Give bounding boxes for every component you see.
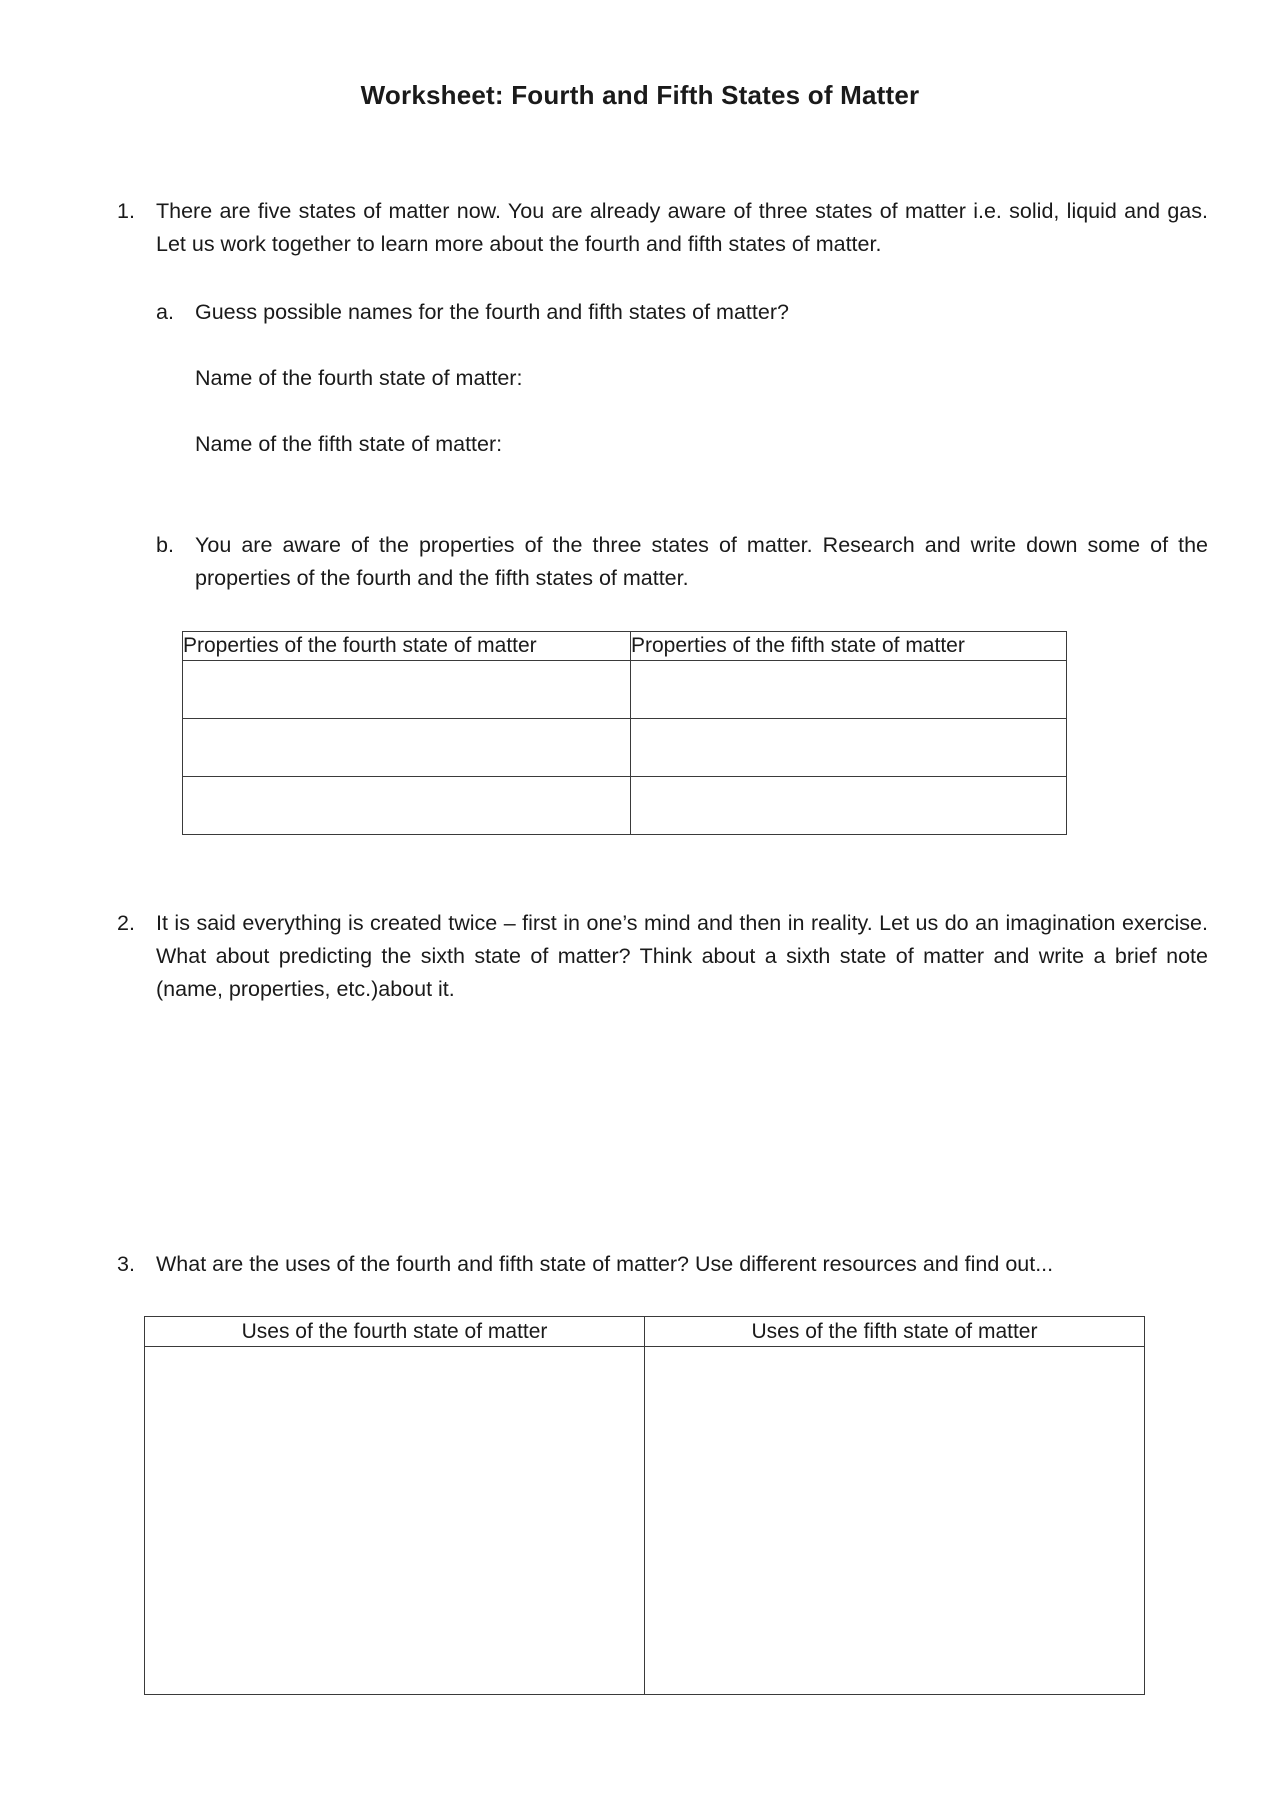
fifth-state-property-cell[interactable] (631, 719, 1067, 777)
table-header-row (145, 1317, 1145, 1347)
page-title: Worksheet: Fourth and Fifth States of Matter (360, 80, 920, 110)
table-row (183, 661, 1067, 719)
question-1b-marker: b. (156, 533, 174, 557)
fourth-state-property-cell[interactable] (183, 777, 631, 835)
question-2-number: 2. (117, 911, 135, 935)
table-row (145, 1347, 1145, 1695)
fourth-state-properties-header: Properties of the fourth state of matter (183, 632, 631, 661)
question-1a-marker: a. (156, 300, 174, 324)
table-row (183, 719, 1067, 777)
question-3-number: 3. (117, 1252, 135, 1276)
table-row (183, 777, 1067, 835)
fifth-state-property-cell[interactable] (631, 777, 1067, 835)
question-2-text: It is said everything is created twice – first in one’s mind and then in reality. Let us do an imagination exercise. What about predicting the sixth state of matter? Think about a sixth state of matter and write a brief note (name, properties, etc.)about it. (156, 911, 1208, 1001)
fifth-state-uses-header: Uses of the fifth state of matter (645, 1317, 1145, 1347)
question-1a-text: Guess possible names for the fourth and fifth states of matter? (195, 300, 789, 324)
fifth-state-name-label: Name of the fifth state of matter: (195, 432, 503, 456)
fourth-state-property-cell[interactable] (183, 661, 631, 719)
fifth-state-properties-header: Properties of the fifth state of matter (631, 632, 1067, 661)
fourth-state-uses-header: Uses of the fourth state of matter (145, 1317, 645, 1347)
fourth-state-uses-cell[interactable] (145, 1347, 645, 1695)
question-3-text: What are the uses of the fourth and fifth state of matter? Use different resources and find out... (156, 1252, 1054, 1276)
question-1b-text: You are aware of the properties of the three states of matter. Research and write down some of the properties of the fourth and the fifth states of matter. (195, 533, 1208, 590)
fifth-state-property-cell[interactable] (631, 661, 1067, 719)
fourth-state-property-cell[interactable] (183, 719, 631, 777)
question-1-text: There are five states of matter now. You are already aware of three states of matter i.e. solid, liquid and gas. Let us work together to learn more about the fourth and fifth states of matter. (156, 199, 1208, 256)
uses-table (144, 1316, 1145, 1695)
table-header-row (183, 632, 1067, 661)
question-1-number: 1. (117, 199, 135, 223)
fourth-state-name-label: Name of the fourth state of matter: (195, 366, 523, 390)
fifth-state-uses-cell[interactable] (645, 1347, 1145, 1695)
properties-table (182, 631, 1067, 835)
